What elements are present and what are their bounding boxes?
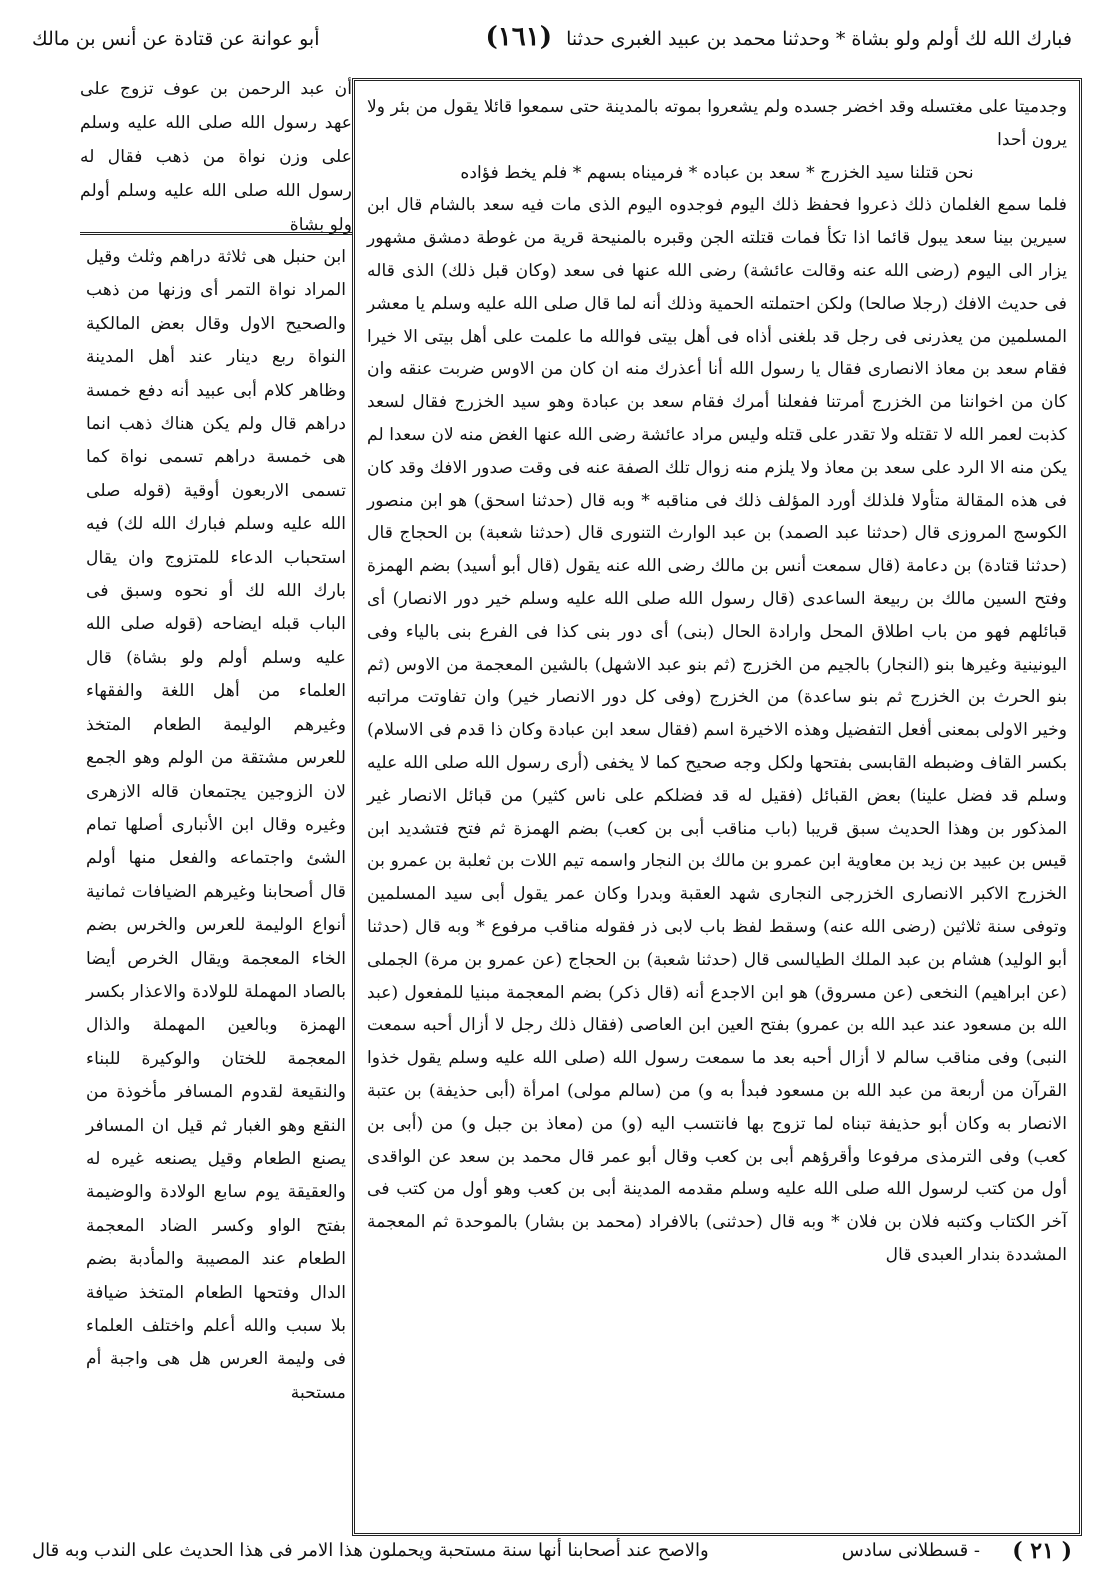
header-running-text-left: أبو عوانة عن قتادة عن أنس بن مالك	[32, 28, 320, 50]
main-text-frame	[352, 78, 1082, 1536]
side-column-top-text: أن عبد الرحمن بن عوف تزوج على عهد رسول الله صلى الله عليه وسلم على وزن نواة من ذهب فقال له رسول الله صلى الله عليه وسلم أولم ولو بشاة	[80, 79, 352, 235]
header-running-text-right: فبارك الله لك أولم ولو بشاة * وحدثنا محمد بن عبيد الغبرى حدثنا	[566, 28, 1072, 50]
main-paragraph-opening: وجدميتا على مغتسله وقد اخضر جسده ولم يشعروا بموته بالمدينة حتى سمعوا قائلا يقول من بئر ولا يرون أحدا	[367, 97, 1067, 150]
page-footer	[32, 1538, 1072, 1568]
side-text-frame	[80, 232, 352, 1536]
page-number: (١٦١)	[485, 22, 552, 52]
page-header	[32, 22, 1072, 70]
footer-signature: - قسطلانى سادس	[841, 1540, 980, 1561]
side-commentary-text: ابن حنبل هى ثلاثة دراهم وثلث وقيل المراد نواة التمر أى وزنها من ذهب والصحيح الاول وقال بعض المالكية النواة ربع دينار عند أهل المدينة وظاهر كلام أبى عبيد أنه دفع خمسة دراهم قال ولم يكن هناك ذهب انما هى خمسة دراهم تسمى نواة كما تسمى الاربعون أوقية (قوله صلى الله عليه وسلم فبارك الله لك) فيه استحباب الدعاء للمتزوج وان يقال بارك الله لك أو نحوه وسبق فى الباب قبله ايضاحه (قوله صلى الله عليه وسلم أولم ولو بشاة) قال العلماء من أهل اللغة والفقهاء وغيرهم الوليمة الطعام المتخذ للعرس مشتقة من الولم وهو الجمع لان الزوجين يجتمعان قاله الازهرى وغيره وقال ابن الأنبارى أصلها تمام الشئ واجتماعه والفعل منها أولم قال أصحابنا وغيرهم الضيافات ثمانية أنواع الوليمة للعرس والخرس بضم الخاء المعجمة ويقال الخرص أيضا بالصاد المهملة للولادة والاعذار بكسر الهمزة وبالعين المهملة والذال المعجمة للختان والوكيرة للبناء والنقيعة لقدوم المسافر مأخوذة من النقع وهو الغبار ثم قيل ان المسافر يصنع الطعام وقيل يصنعه غيره له والعقيقة يوم سابع الولادة والوضيمة بفتح الواو وكسر الضاد المعجمة الطعام عند المصيبة والمأدبة بضم الدال وفتحها الطعام المتخذ ضيافة بلا سبب والله أعلم واختلف العلماء فى وليمة العرس هل هى واجبة أم مستحبة	[86, 247, 346, 1403]
main-paragraph-body: فلما سمع الغلمان ذلك ذعروا فحفظ ذلك اليوم فوجدوه اليوم الذى مات فيه سعد بالشام قال ابن سيرين بينا سعد يبول قائما اذا تكأ فمات قتلته الجن وقبره بالمنيحة قرية من غوطة دمشق مشهور يزار الى اليوم (رضى الله عنه وقالت عائشة) رضى الله عنها فى سعد (وكان قبل ذلك) الذى قاله فى حديث الافك (رجلا صالحا) ولكن احتملته الحمية وذلك أنه لما قال صلى الله عليه وسلم يا معشر المسلمين من يعذرنى فى رجل قد بلغنى أذاه فى أهل بيتى فوالله ما علمت على أهل بيتى الا خيرا فقام سعد بن معاذ الانصارى فقال يا رسول الله أنا أعذرك منه ان كان من الاوس ضربت عنقه وان كان من اخواننا من الخزرج أمرتنا ففعلنا أمرك فقام سعد بن عبادة وهو سيد الخزرج فقال لسعد كذبت لعمر الله لا تقتله ولا تقدر على قتله وليس مراد عائشة رضى الله عنها الغض منه لان سعدا لم يكن منه الا الرد على سعد بن معاذ ولا يلزم منه زوال تلك الصفة عنه فى وقت صدور الافك وقد كان فى هذه المقالة متأولا فلذلك أورد المؤلف ذلك فى مناقبه * وبه قال (حدثنا اسحق) هو ابن منصور الكوسج المروزى قال (حدثنا عبد الصمد) بن عبد الوارث التنورى قال (حدثنا شعبة) بن الحجاج قال (حدثنا قتادة) بن دعامة (قال سمعت أنس بن مالك رضى الله عنه يقول (قال أبو أسيد) بضم الهمزة وفتح السين مالك بن ربيعة الساعدى (قال رسول الله صلى الله عليه وسلم خير دور الانصار) أى قبائلهم فهو من باب اطلاق المحل وارادة الحال (بنى) أى دور بنى كذا فى الفرع بنى بالياء وفى اليونينية وغيرها بنو (النجار) بالجيم من الخزرج (ثم بنو عبد الاشهل) بالشين المعجمة من الاوس (ثم بنو الحرث بن الخزرج ثم بنو ساعدة) من الخزرج (وفى كل دور الانصار خير) وان تفاوتت مراتبه وخير الاولى بمعنى أفعل التفضيل وهذه الاخيرة اسم (فقال سعد ابن عبادة وكان ذا قدم فى الاسلام) بكسر القاف وضبطه القابسى بفتحها ولكل وجه صحيح كما لا يخفى (أرى رسول الله صلى الله عليه وسلم قد فضل علينا) بعض القبائل (فقيل له قد فضلكم على ناس كثير) من قبائل الانصار غير المذكور بن وهذا الحديث سبق قريبا (باب مناقب أبى بن كعب) بضم الهمزة ثم فتح فتشديد ابن قيس بن عبيد بن زيد بن معاوية ابن عمرو بن مالك بن النجار واسمه تيم اللات بن ثعلبة بن عمرو بن الخزرج الاكبر الانصارى الخزرجى النجارى شهد العقبة وبدرا وكان عمر يقول أبى سيد المسلمين وتوفى سنة ثلاثين (رضى الله عنه) وسقط لفظ باب لابى ذر فقوله مناقب مرفوع * وبه قال (حدثنا أبو الوليد) هشام بن عبد الملك الطيالسى قال (حدثنا شعبة) بن الحجاج (عن عمرو بن مرة) الجملى (عن ابراهيم) النخعى (عن مسروق) هو ابن الاجدع أنه (قال ذكر) بضم المعجمة مبنيا للمفعول (عبد الله بن مسعود عند عبد الله بن عمرو) بفتح العين ابن العاصى (فقال ذلك رجل لا أزال أحبه سمعت النبى) وفى مناقب سالم لا أزال أحبه بعد ما سمعت رسول الله (صلى الله عليه وسلم يقول خذوا القرآن من أربعة من عبد الله بن مسعود فبدأ به و) من (سالم مولى) امرأة (أبى حذيفة) بن عتبة الانصار به وكان أبو حذيفة تبناه لما تزوج بها فانتسب اليه (و) من (معاذ بن جبل و) من (أبى بن كعب) وفى الترمذى مرفوعا وأقرؤهم أبى بن كعب وقال أبو عمر قال محمد بن سعد عن الواقدى أول من كتب لرسول الله صلى الله عليه وسلم مقدمه المدينة أبى بن كعب وهو أول من كتب فى آخر الكتاب وكتبه فلان بن فلان * وبه قال (حدثنى) بالافراد (محمد بن بشار) بالموحدة ثم المعجمة المشددة بندار العبدى قال	[367, 195, 1067, 1265]
main-commentary-text	[367, 91, 1067, 1272]
footer-continuation-text: والاصح عند أصحابنا أنها سنة مستحبة ويحملون هذا الامر فى هذا الحديث على الندب وبه قال	[32, 1540, 709, 1561]
verse-line: نحن قتلنا سيد الخزرج * سعد بن عباده * فرميناه بسهم * فلم يخط فؤاده	[460, 162, 974, 183]
footer-signature-number: ( ٢١ )	[1012, 1538, 1072, 1564]
